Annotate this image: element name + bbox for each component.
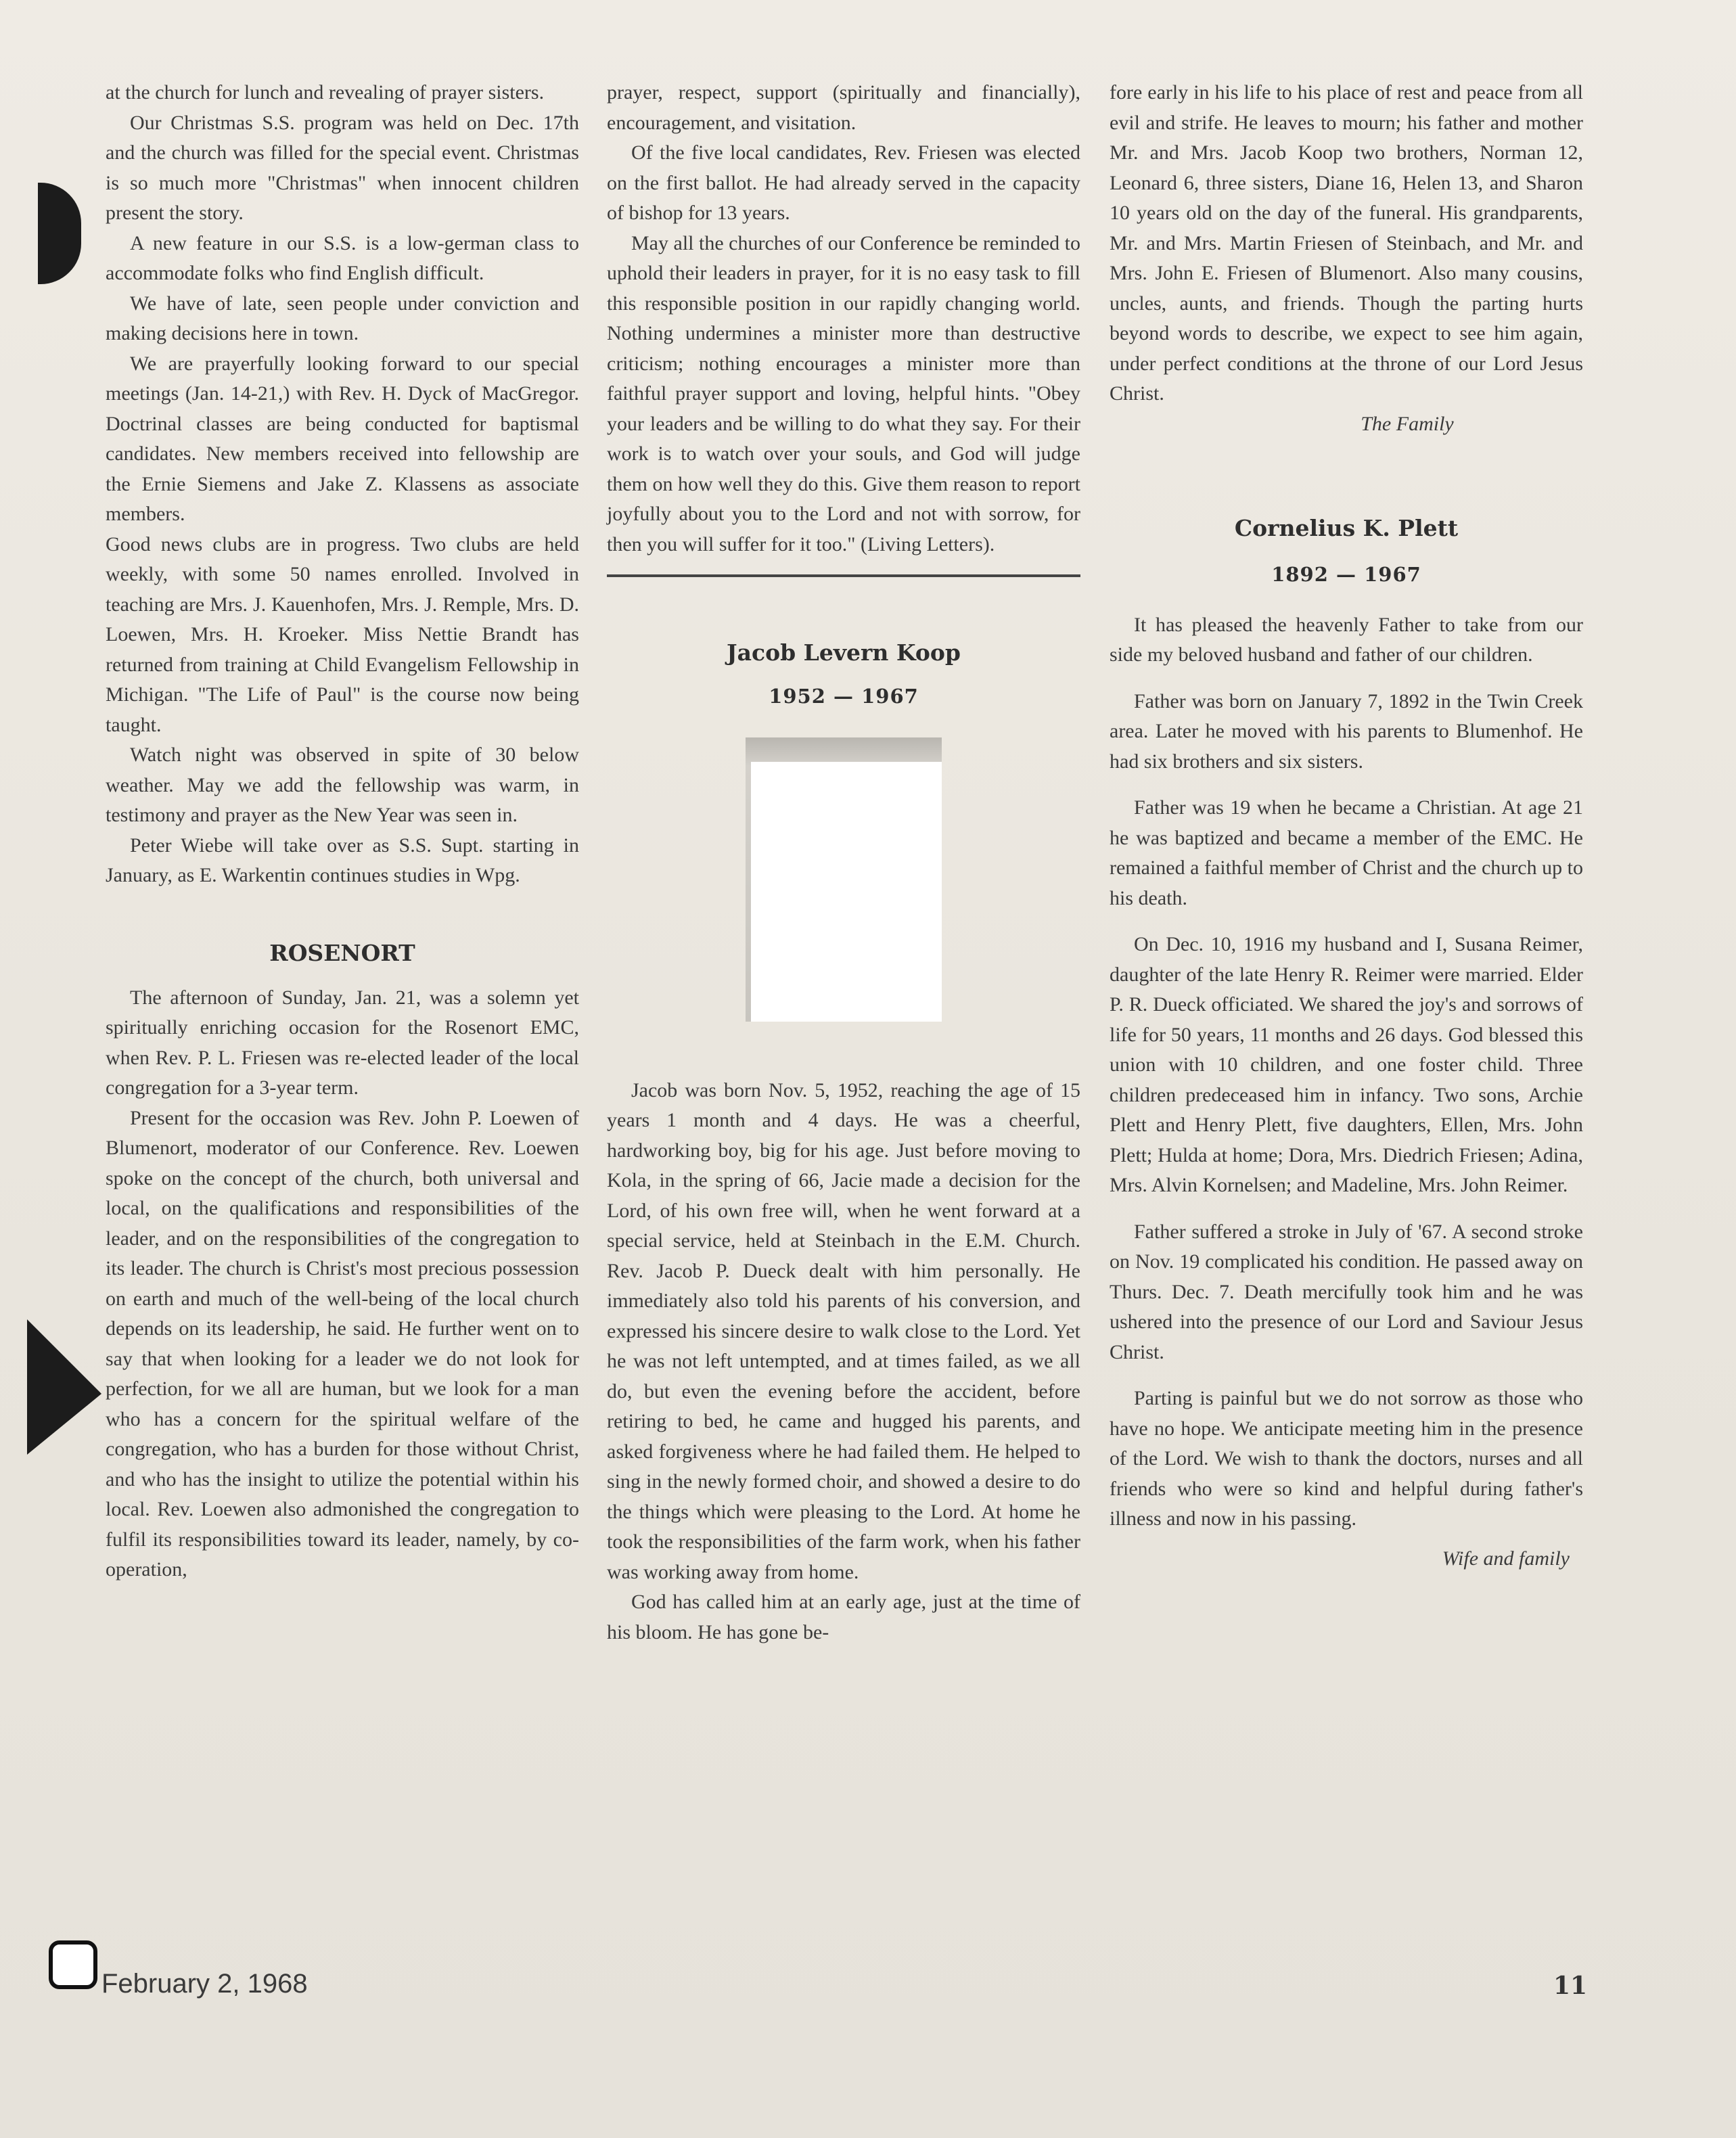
rosenort-paragraph: Present for the occasion was Rev. John P. Loewen of Blumenort, moderator of our Conference. Rev. Loewen spoke on the concept of the church, both universal and local, on the qualifications and responsibilities of the leader, and on the responsibilities of the congregation to its leader. The church is Christ's most precious possession on earth and much of the well-being of the local church depends on its leadership, he said. He further went on to say that when looking for a leader we do not look for perfection, for we all are human, but we look for a man who has a concern for the spiritual welfare of the congregation, who has a burden for those without Christ, and who has the insight to utilize the potential within his local. Rev. Loewen also admonished the congregation to fulfil its responsibilities toward its leader, namely, by co-operation, — [106, 1106, 579, 1580]
obituary-name-plett: Cornelius K. Plett — [1234, 515, 1459, 541]
koop-obituary-paragraph: God has called him at an early age, just at the time of his bloom. He has gone be- — [607, 1591, 1080, 1643]
left-column — [106, 78, 579, 1585]
rosenort-paragraph: The afternoon of Sunday, Jan. 21, was a solemn yet spiritually enriching occasion for the Rosenort EMC, when Rev. P. L. Friesen was re-elected leader of the local congregation for a 3-year term. — [106, 986, 579, 1099]
page-number: 11 — [1553, 1972, 1588, 2000]
plett-obituary-paragraph: Parting is painful but we do not sorrow as those who have no hope. We anticipate meeting him in the presence of the Lord. We wish to thank the doctors, nurses and all friends who were so kind and helpful during father's illness and now in his passing. — [1110, 1387, 1583, 1530]
rosenort-heading: ROSENORT — [269, 939, 415, 966]
church-news-paragraph: at the church for lunch and revealing of prayer sisters. — [106, 81, 545, 104]
plett-obituary-paragraph: It has pleased the heavenly Father to take from our side my beloved husband and father of our children. — [1110, 613, 1583, 666]
koop-obituary-continued: fore early in his life to his place of rest and peace from all evil and strife. He leaves to mourn; his father and mother Mr. and Mrs. Jacob Koop two brothers, Norman 12, Leonard 6, three sisters, Diane 16, Helen 13, and Sharon 10 years old on the day of the funeral. His grandparents, Mr. and Mrs. Martin Friesen of Steinbach, and Mr. and Mrs. John E. Friesen of Blumenort. Also many cousins, uncles, aunts, and friends. Though the parting hurts beyond words to describe, we expect to see him again, under perfect conditions at the throne of our Lord Jesus Christ. — [1110, 81, 1583, 405]
plett-signature: Wife and family — [1442, 1547, 1570, 1570]
plett-obituary-paragraph: Father was born on January 7, 1892 in the Twin Creek area. Later he moved with his parents to Blumenhof. He had six brothers and six sisters. — [1110, 689, 1583, 773]
rosenort-continued-paragraph: Of the five local candidates, Rev. Friesen was elected on the first ballot. He had already served in the capacity of bishop for 13 years. — [607, 141, 1080, 224]
church-news-paragraph: We have of late, seen people under conviction and making decisions here in town. — [106, 292, 579, 344]
plett-obituary-paragraph: Father was 19 when he became a Christian. At age 21 he was baptized and became a member of the EMC. He remained a faithful member of Christ and the church up to his death. — [1110, 796, 1583, 909]
church-news-paragraph: Good news clubs are in progress. Two clubs are held weekly, with some 50 names enrolled. Involved in teaching are Mrs. J. Kauenhofen, Mrs. J. Remple, Mrs. D. Loewen, Mrs. H. Kroeker. Miss Nettie Brandt has returned from training at Child Evangelism Fellowship in Michigan. "The Life of Paul" is the course now being taught. — [106, 532, 579, 736]
obituary-dates-plett: 1892 — 1967 — [1271, 563, 1421, 586]
plett-obituary-paragraph: On Dec. 10, 1916 my husband and I, Susana Reimer, daughter of the late Henry R. Reimer were married. Elder P. R. Dueck officiated. We shared the joy's and sorrows of life for 50 years, 11 months and 26 days. God blessed this union with 10 children, and one foster child. Three children predeceased him in infancy. Two sons, Archie Plett and Henry Plett, five daughters, Ellen, Mrs. John Plett; Hulda at home; Dora, Mrs. Diedrich Friesen; Adina, Mrs. Alvin Kornelsen; and Madeline, Mrs. John Reimer. — [1110, 933, 1583, 1196]
church-news-paragraph: Peter Wiebe will take over as S.S. Supt. starting in January, as E. Warkentin continues studies in Wpg. — [106, 834, 579, 886]
plett-obituary-paragraph: Father suffered a stroke in July of '67. A second stroke on Nov. 19 complicated his condition. He passed away on Thurs. Dec. 7. Death mercifully took him and he was ushered into the presence of our Lord and Saviour Jesus Christ. — [1110, 1220, 1583, 1363]
church-news-paragraph: Watch night was observed in spite of 30 below weather. May we add the fellowship was warm, in testimony and prayer as the New Year was seen in. — [106, 744, 579, 826]
rosenort-continued-paragraph: prayer, respect, support (spiritually and financially), encouragement, and visitation. — [607, 81, 1080, 134]
rosenort-continued-paragraph: May all the churches of our Conference be reminded to uphold their leaders in prayer, for it is no easy task to fill this responsible position in our rapidly changing world. Nothing undermines a minister more than destructive criticism; nothing encourages a minister more than faithful prayer support and loving, helpful hints. "Obey your leaders and be willing to do what they say. For their work is to watch over your souls, and God will judge them on how well they do this. Give them reason to report joyfully about you to the Lord and not with sorrow, for then you will suffer for it too." (Living Letters). — [607, 231, 1080, 555]
issue-date: February 2, 1968 — [101, 1969, 308, 1999]
portrait-photo-placeholder — [746, 737, 942, 1022]
obituary-dates-koop: 1952 — 1967 — [769, 685, 919, 708]
obituary-name-koop: Jacob Levern Koop — [727, 639, 961, 666]
church-news-paragraph: Our Christmas S.S. program was held on Dec. 17th and the church was filled for the special event. Christmas is so much more "Christmas" when innocent children present the story. — [106, 111, 579, 224]
church-news-paragraph: A new feature in our S.S. is a low-german class to accommodate folks who find English difficult. — [106, 231, 579, 284]
middle-column — [607, 78, 1080, 1647]
church-news-paragraph: We are prayerfully looking forward to our special meetings (Jan. 14-21,) with Rev. H. Dyck of MacGregor. Doctrinal classes are being conducted for baptismal candidates. New members received into fellowship are the Ernie Siemens and Jake Z. Klassens as associate members. — [106, 352, 579, 525]
koop-signature: The Family — [1361, 412, 1454, 435]
right-column — [1110, 78, 1583, 1574]
registration-mark — [49, 1940, 97, 1989]
koop-obituary-paragraph: Jacob was born Nov. 5, 1952, reaching the age of 15 years 1 month and 4 days. He was a cheerful, hardworking boy, big for his age. Just before moving to Kola, in the spring of 66, Jacie made a decision for the Lord, of his own free will, when he went forward at a special service, held at Steinbach in the E.M. Church. Rev. Jacob P. Dueck dealt with him personally. He immediately also told his parents of his conversion, and expressed his sincere desire to walk close to the Lord. Yet he was not left untempted, and at times failed, as we all do, but even the evening before the accident, before retiring to bed, he came and hugged his parents, and asked forgiveness where he had failed them. He helped to sing in the newly formed choir, and showed a desire to do the things which were pleasing to the Lord. At home he took the responsibilities of the farm work, when his father was working away from home. — [607, 1078, 1080, 1583]
